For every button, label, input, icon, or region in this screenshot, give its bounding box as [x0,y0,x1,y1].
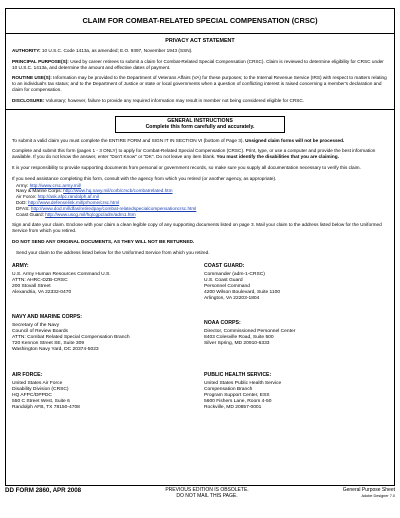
instructions-paragraph-7: Send your claim to the address listed below for the Uniformed Service from which you retired. [16,249,210,255]
instructions-p2-bold: You must identify the disabilities that you are claiming. [216,154,339,160]
general-instructions-section [6,116,394,433]
form-footer [5,487,395,513]
routine-use-paragraph [12,75,388,92]
instructions-paragraph-2 [12,148,388,160]
purpose-text: Used by career retirees to submit a claim for Combat-Related Special Compensation (CRSC). Claim is reviewed to determine eligibility for CRSC under 10 U.S.C. 1413a, and determine the amount and effective dates of payment. [12,58,384,70]
link-label: Navy & Marine Corps: [16,188,62,194]
navy-marine-link[interactable]: http://www.hq.navy.mil/corb/crscb/combatrelated.htm [63,188,173,194]
disclosure-text: Voluntary; however, failure to provide any required information may result in member not being considered eligible for CRSC. [45,97,305,103]
address-heading: ARMY: [12,262,29,269]
instructions-paragraph-1 [12,138,388,144]
address-line: HQ AFPC/DPPDC [12,392,52,398]
dod-link[interactable]: http://www.defenselink.mil/prhome/crsc.html [28,199,120,205]
address-line: ATTN: AHRC-DZB-CRSC [12,277,68,283]
address-line: U.S. Coast Guard [204,277,243,283]
purpose-paragraph [12,59,388,71]
address-line: Rockville, MD 20857-0001 [204,404,262,410]
address-line: Randolph AFB, TX 78150-4708 [12,404,80,410]
address-line: Silver Spring, MD 20910-6333 [204,340,270,346]
disclosure-paragraph [12,98,388,104]
address-heading: COAST GUARD: [204,262,245,269]
address-navy-marine [12,314,182,353]
coast-guard-link[interactable]: http://www.uscg.mil/hq/cgpc/adm/adm1.htm [45,211,136,217]
section-divider [6,109,394,110]
designer-label: Adobe Designer 7.0 [361,494,395,498]
do-not-mail-line: DO NOT MAIL THIS PAGE. [176,493,238,499]
link-label: DFAS: [16,205,30,211]
address-public-health [204,372,374,411]
army-link[interactable]: http://www.crsc.army.mil/ [29,182,82,188]
link-label: Coast Guard: [16,211,44,217]
address-line: 720 Kennon Street SE, Suite 309 [12,340,85,346]
authority-paragraph [12,48,388,54]
address-line: Compensation Branch [204,386,253,392]
instructions-paragraph-5: Sign and date your claim. Enclose with your claim a clean legible copy of any supporting documents listed on page 3. Mail your claim to the address listed below for the Uniformed Service from which you retired. [12,222,382,234]
form-title: CLAIM FOR COMBAT-RELATED SPECIAL COMPENSATION (CRSC) [6,9,394,34]
address-line: Personnel Command [204,283,250,289]
mailing-addresses [12,263,388,433]
address-line: 550 C Street West, Suite 6 [12,398,70,404]
routine-use-text: Information may be provided to the Department of Veterans Affairs (VA) for these purposes; to the Internal Revenue Service (IRS) with respect to matters relating to an individual's tax status; and to the Department of Justice or state or local governments when a question of conflicting interest is raised concerning a member's declaration and claim for compensation. [12,75,387,92]
obsolete-notice [142,487,272,499]
assistance-links [16,183,388,218]
address-heading: NOAA CORPS: [204,319,241,326]
disclosure-label: DISCLOSURE: [12,97,45,103]
instructions-p1-bold: Unsigned claim forms will not be processed. [245,137,345,143]
address-line: Commander (adm-1-CRSC) [204,271,265,277]
instructions-paragraph-3: It is your responsibility to provide supporting documents from personal or government records, so make sure you supply all documentation necessary to verify this claim. [12,164,361,170]
link-label: Air Force: [16,194,37,200]
address-heading: PUBLIC HEALTH SERVICE: [204,371,272,378]
link-row-coast-guard [16,212,388,218]
address-coast-guard [204,263,374,302]
address-noaa [204,320,374,347]
address-line: 4200 Wilson Boulevard, Suite 1100 [204,289,281,295]
form-number: DD FORM 2860, APR 2008 [5,487,82,494]
general-purpose-sheet-label: General Purpose Sheet [342,487,395,493]
address-line: Director, Commissioned Personnel Center [204,328,296,334]
address-line: 5600 Fishers Lane, Room 4-50 [204,398,272,404]
footer-right [343,487,395,499]
address-line: 200 Stovall Street [12,283,51,289]
address-line: United States Air Force [12,380,63,386]
privacy-act-heading: PRIVACY ACT STATEMENT [165,38,235,44]
obsolete-line: PREVIOUS EDITION IS OBSOLETE. [165,487,249,493]
address-line: Secretary of the Navy [12,322,60,328]
air-force-link[interactable]: http://ask.afpc.randolph.af.mil [37,194,99,200]
instructions-p1-text: To submit a valid claim you must complete the ENTIRE FORM and SIGN IT IN SECTION VI (bottom of Page 3). [12,137,244,143]
address-line: ATTN: Combat Related Special Compensation Branch [12,334,130,340]
general-instructions-box [115,116,285,133]
no-originals-warning: DO NOT SEND ANY ORIGINAL DOCUMENTS, AS THEY WILL NOT BE RETURNED. [12,238,195,244]
address-air-force [12,372,182,411]
privacy-act-section [6,38,394,104]
address-heading: NAVY AND MARINE CORPS: [12,313,82,320]
address-line: United States Public Health Service [204,380,282,386]
address-line: 8403 Colesville Road, Suite 500 [204,334,274,340]
general-instructions-subheading: Complete this form carefully and accurately. [145,123,255,130]
address-army [12,263,182,296]
address-line: U.S. Army Human Resources Command U.S. [12,271,111,277]
claim-form [5,8,395,486]
address-line: Washington Navy Yard, DC 20374-5023 [12,346,99,352]
routine-use-label: ROUTINE USE(S): [12,75,52,81]
general-instructions-heading: GENERAL INSTRUCTIONS [167,117,233,124]
address-heading: AIR FORCE: [12,371,43,378]
address-line: Arlington, VA 22203-1804 [204,295,260,301]
address-line: Alexandria, VA 22332-0470 [12,289,72,295]
authority-text: 10 U.S.C. Code 1413a, as amended; E.O. 9397, November 1943 (SSN). [41,48,193,53]
purpose-label: PRINCIPAL PURPOSE(S): [12,58,69,64]
dfas-link[interactable]: http://www.dod.mil/dfas/retiredpay/combat-relatedspecialcompensationcrsc.html [30,205,197,211]
link-label: Army: [16,182,29,188]
link-label: DoD: [16,199,27,205]
instructions-p2-text: Complete and submit this form (pages 1 - 3 ONLY) to apply for Combat-Related Special Compensation (CRSC). Print, type, or use a computer and provide the best information available. If you do not know the answer, enter "Don't Know" or "DK". Do not leave any item blank. [12,148,376,160]
authority-label: AUTHORITY: [12,48,41,53]
address-line: Disability Division (CRSC) [12,386,69,392]
address-line: Council of Review Boards [12,328,68,334]
instructions-paragraph-4: If you need assistance completing this form, consult with the agency from which you retired (or another agency, as appropriate). [12,175,277,181]
address-line: Program Support Center, ESS [204,392,270,398]
